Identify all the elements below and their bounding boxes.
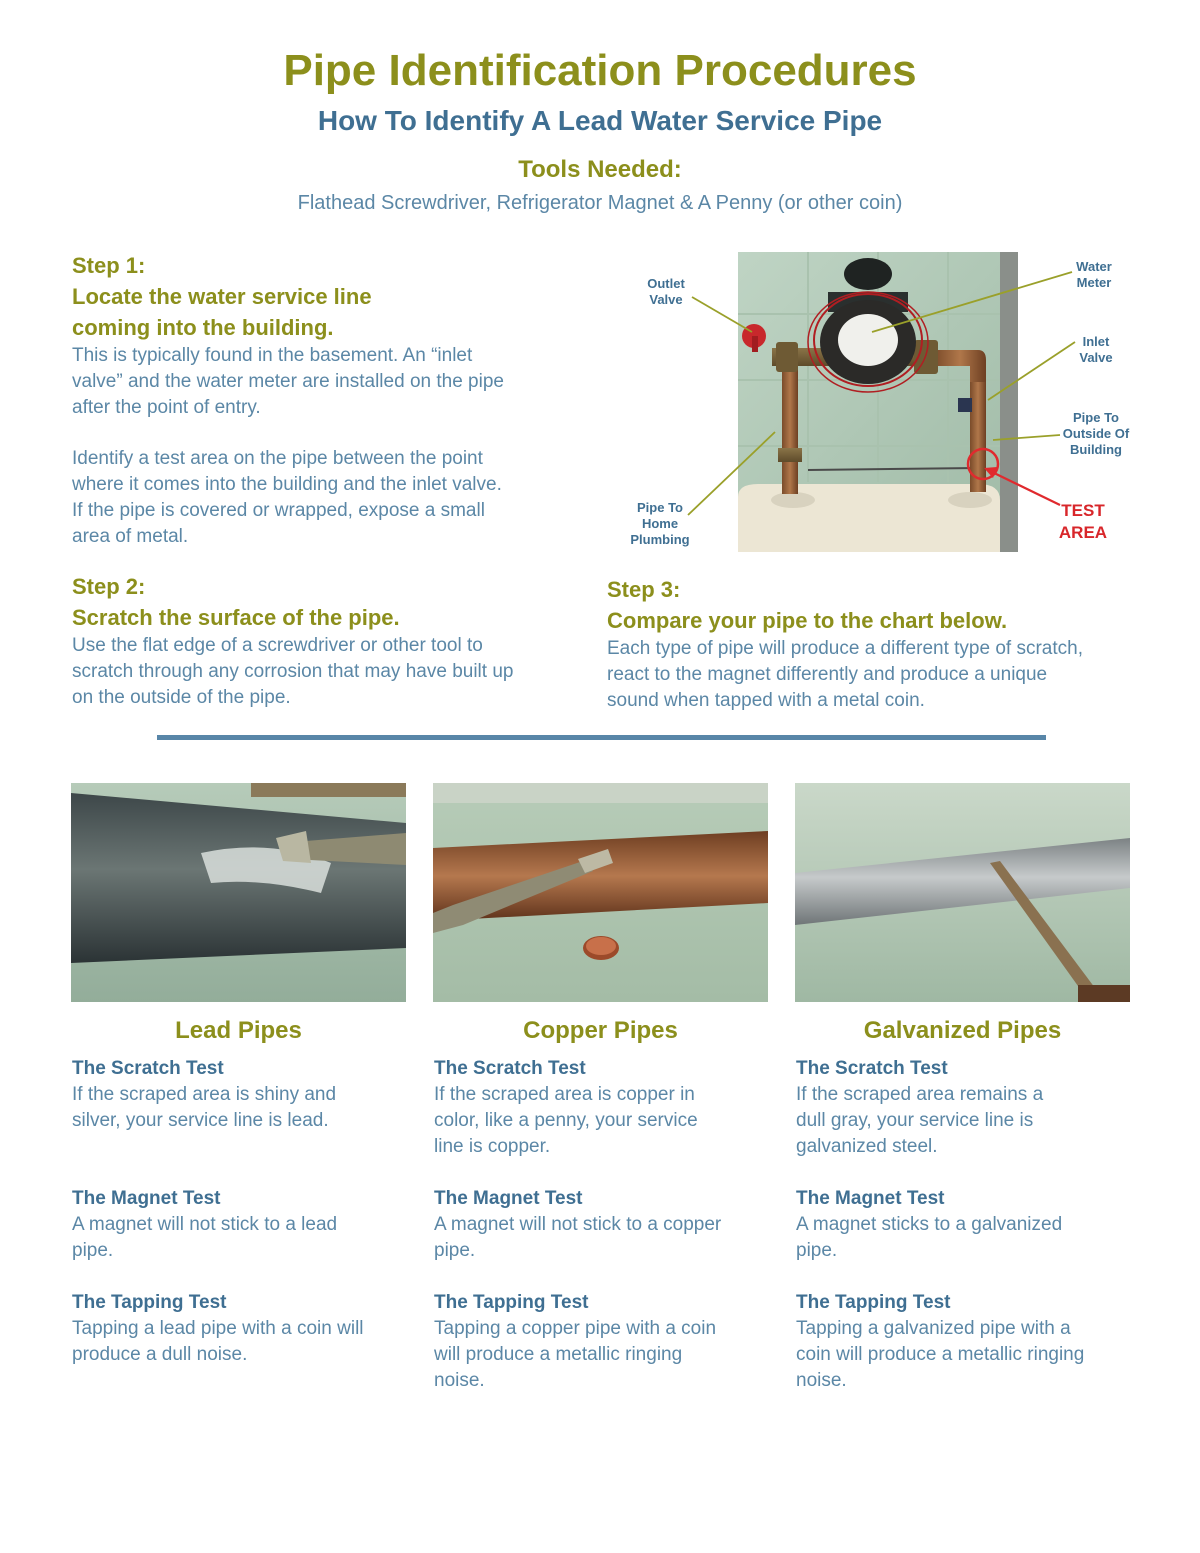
text-line: Each type of pipe will produce a different type of scratch, [607,638,1083,659]
callout-line: Valve [1079,350,1113,365]
step2-paragraph [72,633,592,711]
text-line: A magnet will not stick to a lead [72,1214,338,1235]
scratch-test-title: The Scratch Test [72,1058,224,1079]
text-line: A magnet will not stick to a copper [434,1214,722,1235]
copper-pipe-illustration [433,783,768,1002]
text-line: will produce a metallic ringing [434,1344,683,1365]
step2-section [72,571,592,711]
tapping-test-block [796,1290,1136,1394]
callout-line: Plumbing [630,532,690,547]
step1-paragraph1 [72,343,592,421]
outlet-valve-callout [636,276,696,308]
copper-pipes-heading: Copper Pipes [523,1017,678,1044]
step3-paragraph [607,636,1147,714]
text-line: A magnet sticks to a galvanized [796,1214,1063,1235]
text-line: on the outside of the pipe. [72,687,291,708]
text-line: pipe. [434,1240,476,1261]
text-line: sound when tapped with a metal coin. [607,690,925,711]
text-line: valve” and the water meter are installed on the pipe [72,371,504,392]
galvanized-pipe-photo [795,783,1130,1002]
step1-paragraph2 [72,446,592,550]
text-line: Identify a test area on the pipe between the point [72,448,483,469]
lead-pipe-photo [71,783,406,1002]
scratch-test-title: The Scratch Test [796,1058,948,1079]
step3-heading: Compare your pipe to the chart below. [607,608,1008,633]
step1-label: Step 1: [72,253,146,278]
text-line: noise. [796,1370,847,1391]
magnet-test-block [72,1186,412,1264]
copper-pipe-photo [433,783,768,1002]
text-line: If the pipe is covered or wrapped, expose a small [72,500,485,521]
magnet-test-title: The Magnet Test [796,1188,945,1209]
text-line: This is typically found in the basement. An “inlet [72,345,473,366]
page-title: Pipe Identification Procedures [283,46,917,95]
page-subtitle: How To Identify A Lead Water Service Pipe [317,105,883,136]
text-line: scratch through any corrosion that may have built up [72,661,514,682]
scratch-test-title: The Scratch Test [434,1058,586,1079]
text-line: after the point of entry. [72,397,261,418]
callout-line: Pipe To [637,500,683,515]
lead-pipe-illustration [71,783,406,1002]
text-line: pipe. [796,1240,838,1261]
text-line: line is copper. [434,1136,551,1157]
scratch-test-block [796,1056,1136,1160]
tools-heading: Tools Needed: [518,156,682,183]
text-line: If the scraped area remains a [796,1084,1044,1105]
tapping-test-block [434,1290,774,1394]
text-line: pipe. [72,1240,114,1261]
scratch-test-block [434,1056,774,1160]
callout-line: TEST [1061,501,1105,520]
test-area-callout [1048,500,1118,544]
step1-section [72,250,592,550]
step3-label: Step 3: [607,577,681,602]
magnet-test-title: The Magnet Test [434,1188,583,1209]
callout-line: Outside Of [1062,426,1130,441]
callout-line: Home [641,516,679,531]
tapping-test-title: The Tapping Test [72,1292,227,1313]
text-line: coin will produce a metallic ringing [796,1344,1085,1365]
magnet-test-block [796,1186,1136,1264]
text-line: Tapping a lead pipe with a coin will [72,1318,364,1339]
water-meter-callout [1064,259,1124,291]
callout-line: Inlet [1082,334,1110,349]
callout-line: Valve [649,292,683,307]
lead-pipes-heading: Lead Pipes [175,1017,302,1044]
step3-section [607,574,1147,714]
step2-heading: Scratch the surface of the pipe. [72,605,400,630]
callout-line: Water [1076,259,1112,274]
text-line: If the scraped area is shiny and [72,1084,337,1105]
text-line: Tapping a copper pipe with a coin [434,1318,717,1339]
tools-list: Flathead Screwdriver, Refrigerator Magnet & A Penny (or other coin) [297,192,903,214]
text-line: Tapping a galvanized pipe with a [796,1318,1071,1339]
text-line: Use the flat edge of a screwdriver or other tool to [72,635,483,656]
callout-line: Building [1070,442,1122,457]
text-line: where it comes into the building and the inlet valve. [72,474,502,495]
text-line: galvanized steel. [796,1136,938,1157]
callout-line: Meter [1076,275,1112,290]
text-line: area of metal. [72,526,189,547]
step2-label: Step 2: [72,574,146,599]
callout-line: Outlet [647,276,685,291]
text-line: If the scraped area is copper in [434,1084,695,1105]
tapping-test-title: The Tapping Test [434,1292,589,1313]
galvanized-pipes-heading: Galvanized Pipes [863,1017,1062,1044]
callout-line: AREA [1058,523,1108,542]
scratch-test-block [72,1056,412,1134]
magnet-test-title: The Magnet Test [72,1188,221,1209]
text-line: color, like a penny, your service [434,1110,698,1131]
tapping-test-block [72,1290,412,1368]
pipe-outside-callout [1056,410,1136,458]
text-line: dull gray, your service line is [796,1110,1034,1131]
text-line: noise. [434,1370,485,1391]
text-line: silver, your service line is lead. [72,1110,329,1131]
magnet-test-block [434,1186,774,1264]
callout-line: Pipe To [1073,410,1119,425]
galvanized-pipe-illustration [795,783,1130,1002]
pipe-home-callout [622,500,698,548]
inlet-valve-callout [1066,334,1126,366]
step1-heading-line2: coming into the building. [72,315,334,340]
step1-heading-line1: Locate the water service line [72,284,372,309]
section-divider [157,735,1046,740]
text-line: react to the magnet differently and produce a unique [607,664,1048,685]
text-line: produce a dull noise. [72,1344,248,1365]
tapping-test-title: The Tapping Test [796,1292,951,1313]
